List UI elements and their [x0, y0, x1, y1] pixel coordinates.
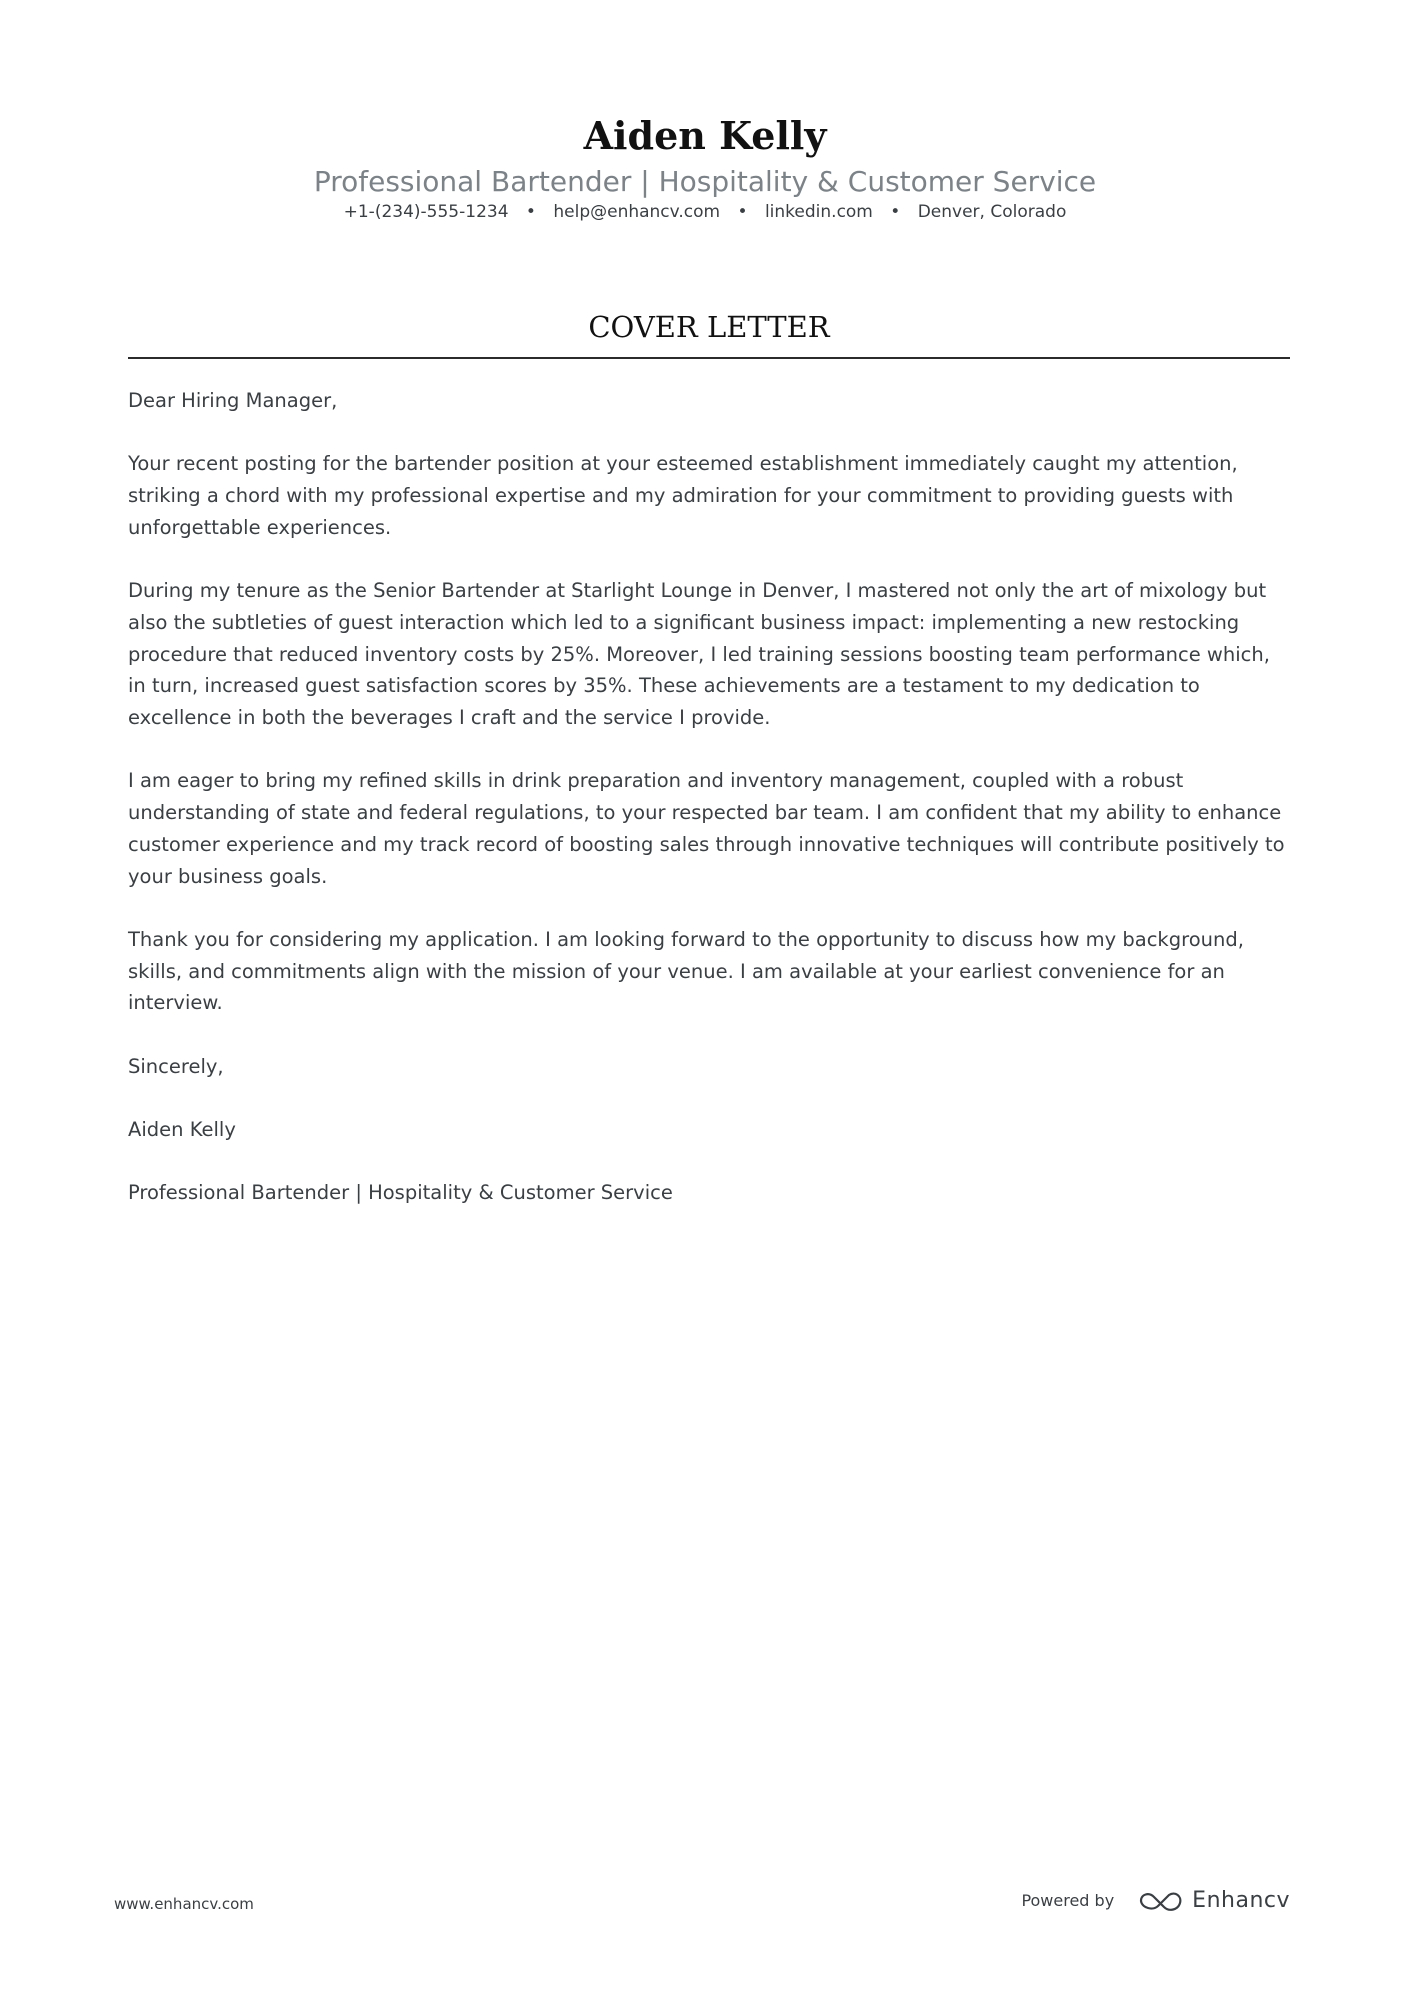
footer-branding — [1021, 1888, 1290, 1913]
signature-title: Professional Bartender | Hospitality & Customer Service — [128, 1181, 673, 1205]
letter-paragraph: I am eager to bring my refined skills in drink preparation and inventory management, coupled with a robust understanding of state and federal regulations, to your respected bar team. I am confident that my ability to enhance customer experience and my track record of boosting sales through innovative techniques will contribute positively to your business goals. — [128, 769, 1285, 888]
salutation: Dear Hiring Manager, — [128, 389, 338, 412]
enhancv-logo-icon — [1138, 1889, 1184, 1913]
closing: Sincerely, — [128, 1054, 224, 1078]
powered-by-label: Powered by — [1021, 1891, 1115, 1910]
footer-website[interactable]: www.enhancv.com — [114, 1895, 254, 1913]
enhancv-logo[interactable] — [1138, 1888, 1290, 1913]
location: Denver, Colorado — [917, 202, 1067, 222]
bullet-separator: • — [525, 202, 536, 222]
phone-number: +1-(234)-555-1234 — [343, 202, 509, 222]
linkedin-link[interactable]: linkedin.com — [764, 202, 873, 222]
bullet-separator: • — [890, 202, 901, 222]
letter-paragraph: During my tenure as the Senior Bartender at Starlight Lounge in Denver, I mastered not only the art of mixology but also the subtleties of guest interaction which led to a significant business impact: implementing a new restocking procedure that reduced inventory costs by 25%. Moreover, I led training sessions boosting team performance which, in turn, increased guest satisfaction scores by 35%. These achievements are a testament to my dedication to excellence in both the beverages I craft and the service I provide. — [128, 579, 1270, 729]
section-divider — [128, 357, 1290, 359]
email-address[interactable]: help@enhancv.com — [553, 202, 721, 222]
applicant-headline: Professional Bartender | Hospitality & Customer Service — [313, 165, 1097, 198]
letter-paragraph: Your recent posting for the bartender position at your esteemed establishment immediately caught my attention, striking a chord with my professional expertise and my admiration for your commitment to providing guests with unforgettable experiences. — [128, 452, 1238, 539]
contact-info — [0, 200, 1410, 224]
applicant-name: Aiden Kelly — [583, 113, 827, 158]
letter-body — [128, 385, 1293, 1241]
bullet-separator: • — [737, 202, 748, 222]
section-title: COVER LETTER — [588, 310, 830, 344]
resume-header — [0, 108, 1410, 224]
signature-name: Aiden Kelly — [128, 1118, 236, 1142]
brand-name: Enhancv — [1192, 1888, 1290, 1913]
letter-paragraph: Thank you for considering my application. I am looking forward to the opportunity to discuss how my background, skills, and commitments align with the mission of your venue. I am available at your earliest convenience for an interview. — [128, 927, 1244, 1015]
